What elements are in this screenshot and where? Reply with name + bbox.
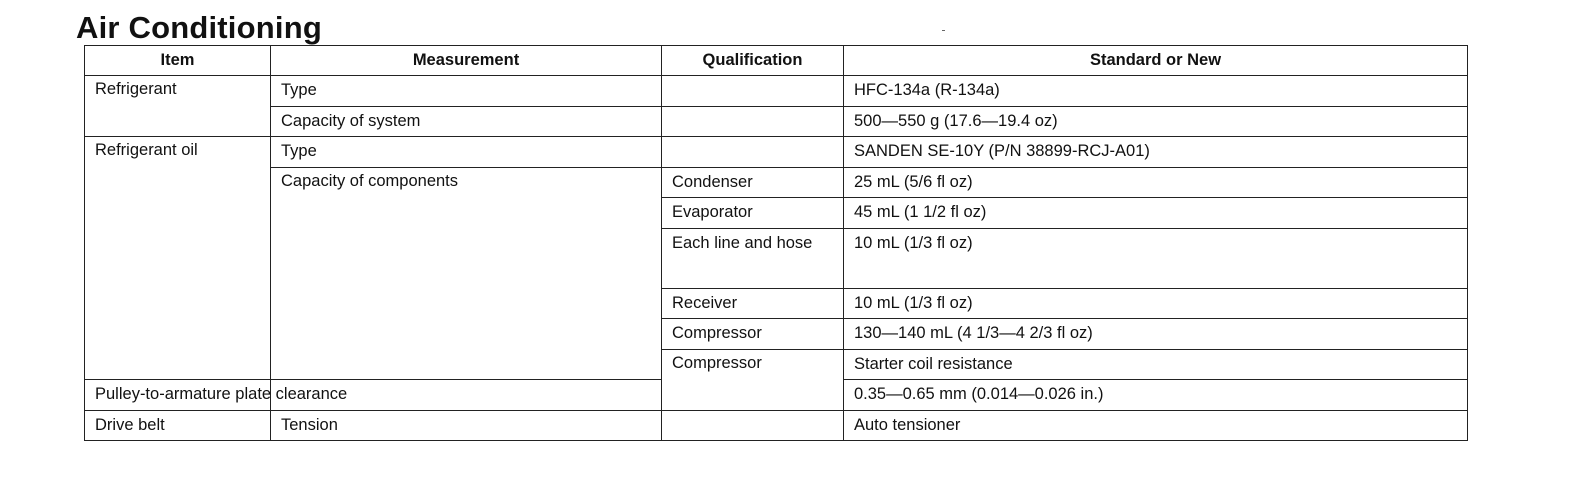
- value-cell: Auto tensioner: [844, 410, 1468, 441]
- header-row: [85, 46, 1468, 76]
- item-refrigerant-oil: Refrigerant oil: [85, 137, 271, 380]
- specification-table: [84, 45, 1468, 441]
- measurement-cell: Type: [271, 137, 662, 168]
- table-row: [85, 137, 1468, 168]
- header-qualification: Qualification: [662, 46, 844, 76]
- measurement-cell: Pulley-to-armature plate clearance: [85, 380, 271, 411]
- value-cell: 500—550 g (17.6—19.4 oz): [844, 106, 1468, 137]
- table-row: [85, 410, 1468, 441]
- value-cell: 0.35—0.65 mm (0.014—0.026 in.): [844, 380, 1468, 411]
- qualification-cell: Condenser: [662, 167, 844, 198]
- table-row: [85, 167, 1468, 198]
- value-cell: 25 mL (5/6 fl oz): [844, 167, 1468, 198]
- value-cell: 10 mL (1/3 fl oz): [844, 228, 1468, 288]
- item-refrigerant: Refrigerant: [85, 76, 271, 137]
- value-cell: 10 mL (1/3 fl oz): [844, 288, 1468, 319]
- header-standard: Standard or New: [844, 46, 1468, 76]
- measurement-cell: Starter coil resistance: [844, 349, 1468, 380]
- qualification-cell: Receiver: [662, 288, 844, 319]
- value-cell: HFC-134a (R-134a): [844, 76, 1468, 107]
- qualification-cell: Each line and hose: [662, 228, 844, 288]
- qualification-cell: [662, 137, 844, 168]
- value-cell: 45 mL (1 1/2 fl oz): [844, 198, 1468, 229]
- measurement-cell: Type: [271, 76, 662, 107]
- measurement-cell: Capacity of components: [271, 167, 662, 380]
- qualification-cell: Evaporator: [662, 198, 844, 229]
- value-cell: SANDEN SE-10Y (P/N 38899-RCJ-A01): [844, 137, 1468, 168]
- table-row: [85, 106, 1468, 137]
- measurement-cell: Capacity of system: [271, 106, 662, 137]
- item-drive-belt: Drive belt: [85, 410, 271, 441]
- page-title: Air Conditioning: [76, 10, 322, 45]
- item-compressor: Compressor: [662, 349, 844, 410]
- qualification-cell: Compressor: [662, 319, 844, 350]
- header-item: Item: [85, 46, 271, 76]
- scan-speck: [942, 30, 945, 31]
- value-cell: 130—140 mL (4 1/3—4 2/3 fl oz): [844, 319, 1468, 350]
- measurement-cell: Tension: [271, 410, 662, 441]
- header-measurement: Measurement: [271, 46, 662, 76]
- qualification-cell: [662, 76, 844, 107]
- table-row: [85, 76, 1468, 107]
- qualification-cell: [662, 410, 844, 441]
- qualification-cell: [662, 106, 844, 137]
